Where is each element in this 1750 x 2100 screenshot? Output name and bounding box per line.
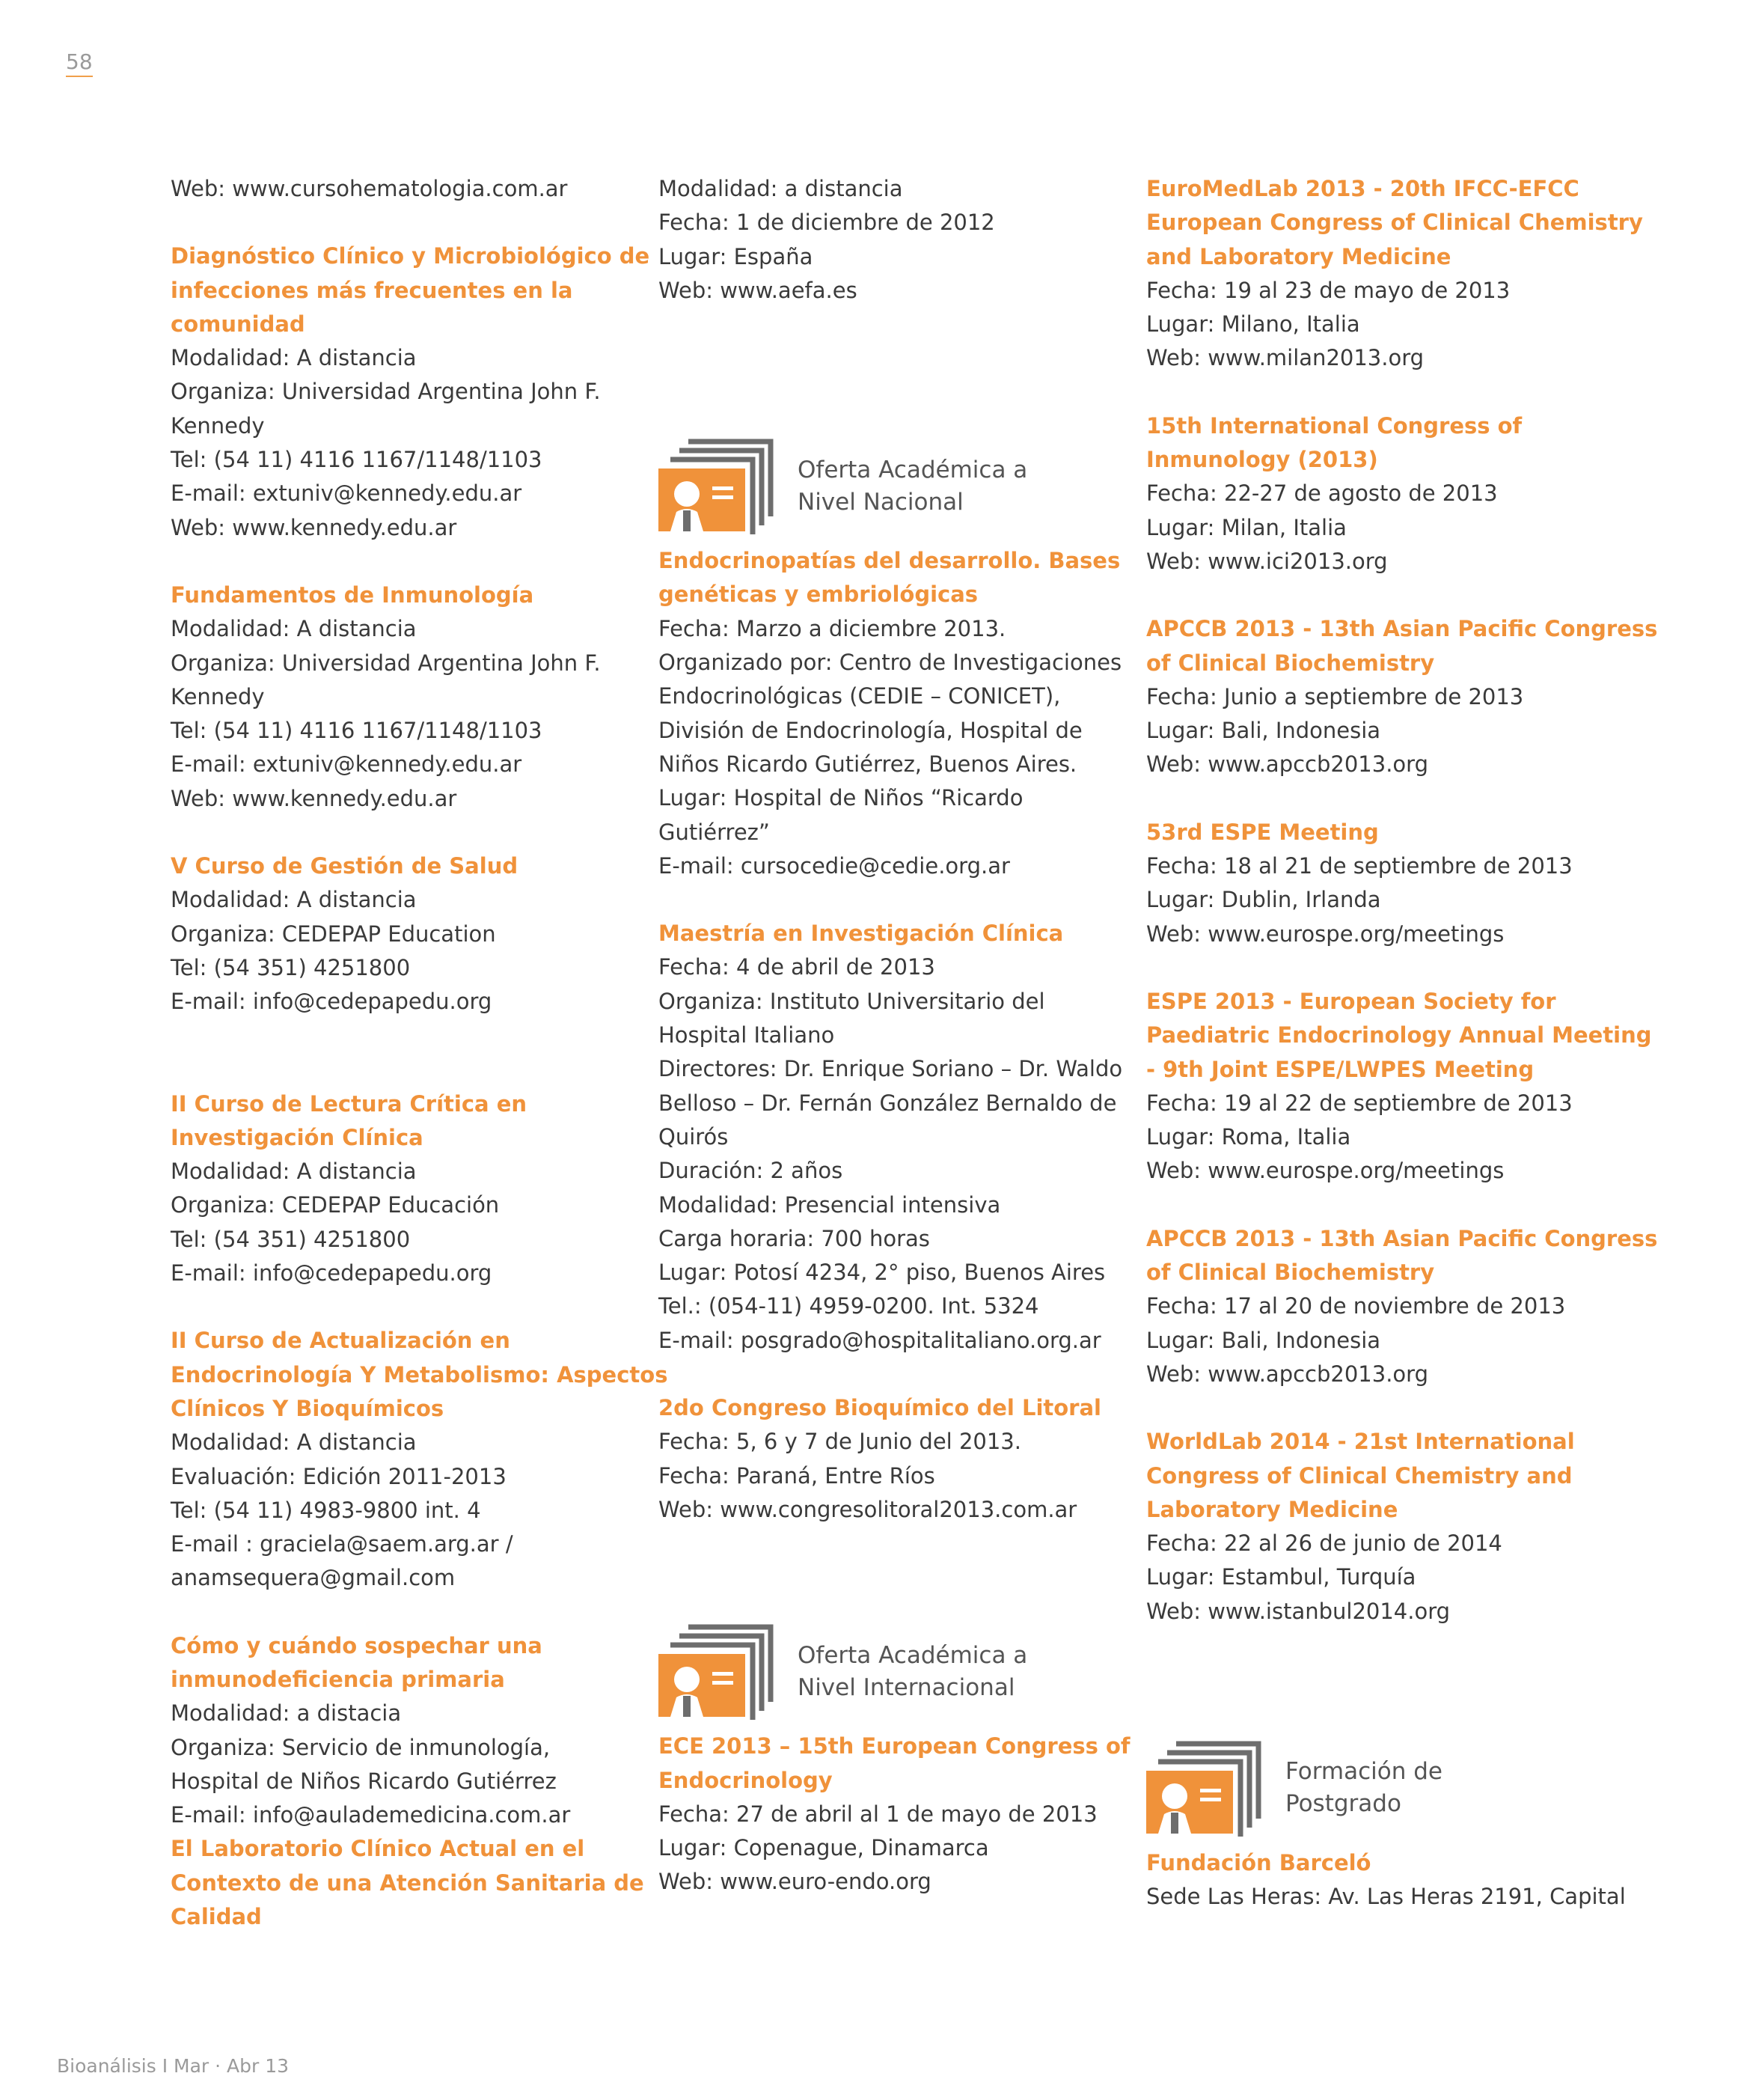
- listing-line: Organiza: CEDEPAP Education: [171, 921, 496, 947]
- listing-line: Lugar: Bali, Indonesia: [1146, 718, 1381, 744]
- listing-title: Maestría en Investigación Clínica: [658, 921, 1064, 947]
- listing-line: Lugar: Hospital de Niños “Ricardo: [658, 785, 1024, 811]
- listing-line: Web: www.apccb2013.org: [1146, 1361, 1428, 1387]
- listing-line: Carga horaria: 700 horas: [658, 1225, 930, 1251]
- listing-line: anamsequera@gmail.com: [171, 1565, 456, 1591]
- listing-line: Modalidad: A distancia: [171, 887, 417, 913]
- listing-line: Lugar: Dublin, Irlanda: [1146, 887, 1381, 913]
- listing-line: Web: www.aefa.es: [658, 277, 857, 303]
- listing-entry: [1146, 409, 1610, 579]
- listing-entry: [171, 849, 634, 1019]
- listing-line: Lugar: Milano, Italia: [1146, 311, 1360, 338]
- listing-title: Paediatric Endocrinology Annual Meeting: [1146, 1022, 1652, 1049]
- listing-title: and Laboratory Medicine: [1146, 243, 1451, 269]
- listing-title: inmunodeficiencia primaria: [171, 1666, 505, 1692]
- listing-line: Fecha: 19 al 23 de mayo de 2013: [1146, 277, 1511, 303]
- listing-line: Modalidad: A distancia: [171, 1159, 417, 1185]
- listing-line: Fecha: 17 al 20 de noviembre de 2013: [1146, 1293, 1566, 1319]
- page-number: 58: [66, 49, 93, 77]
- listing-line: E-mail: cursocedie@cedie.org.ar: [658, 852, 1010, 879]
- listing-line: Fecha: 5, 6 y 7 de Junio del 2013.: [658, 1429, 1021, 1455]
- listing-line: Fecha: 4 de abril de 2013: [658, 954, 935, 980]
- listing-line: Web: www.kennedy.edu.ar: [171, 785, 457, 811]
- listing-title: Clínicos Y Bioquímicos: [171, 1395, 444, 1421]
- listing-title: of Clinical Biochemistry: [1146, 1260, 1435, 1286]
- listing-entry: [1146, 1846, 1626, 1914]
- listing-line: Web: www.eurospe.org/meetings: [1146, 921, 1505, 947]
- listing-title: EuroMedLab 2013 - 20th IFCC-EFCC: [1146, 176, 1579, 201]
- listing-title: genéticas y embriológicas: [658, 582, 979, 608]
- listing-line: Organiza: Universidad Argentina John F.: [171, 379, 601, 405]
- listing-line: Fecha: 22-27 de agosto de 2013: [1146, 480, 1498, 507]
- listing-line: Tel: (54 351) 4251800: [171, 1226, 411, 1252]
- listing-line: Modalidad: A distancia: [171, 616, 417, 642]
- listing-title: - 9th Joint ESPE/LWPES Meeting: [1146, 1056, 1535, 1082]
- listing-line: Hospital Italiano: [658, 1022, 835, 1049]
- listing-line: Lugar: Estambul, Turquía: [1146, 1564, 1416, 1590]
- listing-line: Niños Ricardo Gutiérrez, Buenos Aires.: [658, 751, 1077, 777]
- listing-entry: [1146, 985, 1652, 1188]
- listing-entry: [171, 1324, 668, 1595]
- listing-line: E-mail : graciela@saem.arg.ar /: [171, 1531, 513, 1557]
- listing-line: Web: www.istanbul2014.org: [1146, 1598, 1451, 1624]
- listing-line: Duración: 2 años: [658, 1158, 843, 1184]
- footer-text: Bioanálisis I Mar · Abr 13: [57, 2055, 290, 2077]
- listing-line: E-mail: extuniv@kennedy.edu.ar: [171, 751, 522, 778]
- listing-line: E-mail: info@cedepapedu.org: [171, 989, 492, 1015]
- listing-line: Web: www.cursohematologia.com.ar: [171, 176, 568, 201]
- listing-title: WorldLab 2014 - 21st International: [1146, 1429, 1575, 1455]
- listing-line: Web: www.ici2013.org: [1146, 548, 1388, 574]
- listing-entry: [1146, 1425, 1610, 1629]
- listing-line: E-mail: info@aulademedicina.com.ar: [171, 1802, 571, 1828]
- listing-title: Calidad: [171, 1904, 262, 1930]
- listing-title: of Clinical Biochemistry: [1146, 650, 1435, 676]
- listing-line: Quirós: [658, 1123, 729, 1150]
- listing-title: Fundación Barceló: [1146, 1849, 1371, 1875]
- listing-line: E-mail: posgrado@hospitalitaliano.org.ar: [658, 1327, 1101, 1353]
- listing-title: El Laboratorio Clínico Actual en el: [171, 1836, 585, 1862]
- listing-title: Contexto de una Atención Sanitaria de: [171, 1869, 644, 1896]
- listing-line: Tel: (54 11) 4983-9800 int. 4: [171, 1497, 481, 1523]
- section-label: Oferta Académica a: [798, 456, 1028, 483]
- listing-line: Modalidad: Presencial intensiva: [658, 1191, 1001, 1218]
- section-label: Nivel Nacional: [798, 488, 964, 516]
- listing-line: Fecha: Marzo a diciembre 2013.: [658, 615, 1006, 641]
- listing-title: II Curso de Actualización en: [171, 1328, 510, 1354]
- listing-line: Web: www.euro-endo.org: [658, 1869, 931, 1895]
- listing-entry: [171, 1832, 644, 1934]
- listing-title: European Congress of Clinical Chemistry: [1146, 210, 1643, 236]
- listing-line: Modalidad: a distancia: [658, 176, 903, 201]
- listing-line: E-mail: extuniv@kennedy.edu.ar: [171, 480, 522, 507]
- listing-line: Kennedy: [171, 683, 265, 709]
- listing-title: V Curso de Gestión de Salud: [171, 853, 518, 879]
- listing-title: ESPE 2013 - European Society for: [1146, 988, 1556, 1014]
- section-header-nacional: [658, 436, 1122, 537]
- listing-title: APCCB 2013 - 13th Asian Pacific Congress: [1146, 616, 1658, 642]
- listing-line: Web: www.milan2013.org: [1146, 345, 1425, 371]
- listing-line: Fecha: Junio a septiembre de 2013: [1146, 683, 1524, 709]
- listing-line: Lugar: Milan, Italia: [1146, 514, 1347, 540]
- column-3: [1146, 172, 1658, 1914]
- listing-line: Evaluación: Edición 2011-2013: [171, 1463, 507, 1489]
- section-header-postgrado: [1146, 1738, 1610, 1839]
- listing-line: Fecha: 27 de abril al 1 de mayo de 2013: [658, 1801, 1098, 1827]
- section-label: Oferta Académica a: [798, 1641, 1028, 1669]
- listing-line: Web: www.eurospe.org/meetings: [1146, 1158, 1505, 1184]
- listing-title: Inmunology (2013): [1146, 447, 1378, 473]
- listing-title: ECE 2013 – 15th European Congress of: [658, 1733, 1131, 1759]
- listing-line: Tel: (54 11) 4116 1167/1148/1103: [171, 447, 542, 473]
- listing-line: Web: www.apccb2013.org: [1146, 751, 1428, 778]
- listing-line: Fecha: 18 al 21 de septiembre de 2013: [1146, 853, 1573, 879]
- listing-line: Lugar: Bali, Indonesia: [1146, 1327, 1381, 1353]
- listing-entry: [171, 239, 650, 545]
- listing-line: Tel.: (054-11) 4959-0200. Int. 5324: [658, 1293, 1039, 1319]
- listing-entry: [658, 544, 1122, 883]
- listing-title: 53rd ESPE Meeting: [1146, 819, 1379, 845]
- listing-line: Gutiérrez”: [658, 819, 770, 845]
- listing-title: II Curso de Lectura Crítica en: [171, 1090, 527, 1117]
- listing-line: Lugar: Potosí 4234, 2° piso, Buenos Aires: [658, 1260, 1106, 1286]
- listing-title: Congress of Clinical Chemistry and: [1146, 1462, 1573, 1489]
- listing-title: Diagnóstico Clínico y Microbiológico de: [171, 243, 650, 269]
- listing-title: Endocrinopatías del desarrollo. Bases: [658, 548, 1121, 574]
- listing-title: Laboratory Medicine: [1146, 1496, 1398, 1522]
- listing-line: E-mail: info@cedepapedu.org: [171, 1260, 492, 1286]
- listing-title: Fundamentos de Inmunología: [171, 582, 534, 608]
- listing-entry: [658, 1391, 1122, 1527]
- section-header-internacional: [658, 1621, 1122, 1722]
- listing-line: Organizado por: Centro de Investigaciones: [658, 650, 1122, 676]
- certificate-icon: [658, 436, 778, 537]
- listing-title: 15th International Congress of: [1146, 412, 1523, 439]
- listing-title: 2do Congreso Bioquímico del Litoral: [658, 1395, 1101, 1421]
- listing-line: Web: www.congresolitoral2013.com.ar: [658, 1496, 1077, 1522]
- listing-line: Lugar: Copenague, Dinamarca: [658, 1835, 989, 1861]
- listing-title: comunidad: [171, 311, 305, 337]
- listing-entry: [171, 579, 634, 816]
- listing-line: Hospital de Niños Ricardo Gutiérrez: [171, 1768, 557, 1794]
- listing-line: Organiza: Universidad Argentina John F.: [171, 650, 601, 676]
- listing-title: Cómo y cuándo sospechar una: [171, 1632, 542, 1658]
- listing-line: Modalidad: a distacia: [171, 1700, 402, 1727]
- listing-entry: [171, 1629, 634, 1833]
- listing-entry: [1146, 612, 1658, 781]
- listing-title: Investigación Clínica: [171, 1124, 423, 1150]
- listing-line: Directores: Dr. Enrique Soriano – Dr. Waldo: [658, 1056, 1123, 1082]
- listing-line: Endocrinológicas (CEDIE – CONICET),: [658, 683, 1061, 709]
- listing-title: Endocrinology: [658, 1767, 833, 1793]
- listing-entry: [1146, 816, 1610, 951]
- listing-line: Organiza: Instituto Universitario del: [658, 988, 1045, 1014]
- listing-line: Fecha: 19 al 22 de septiembre de 2013: [1146, 1090, 1573, 1116]
- listing-line: Tel: (54 11) 4116 1167/1148/1103: [171, 718, 542, 744]
- listing-line: Organiza: CEDEPAP Educación: [171, 1192, 500, 1218]
- listing-line: Modalidad: A distancia: [171, 1429, 417, 1456]
- certificate-icon: [1146, 1738, 1266, 1839]
- column-1: [171, 172, 668, 1934]
- listing-title: APCCB 2013 - 13th Asian Pacific Congress: [1146, 1225, 1658, 1251]
- listing-entry: [658, 917, 1122, 1358]
- listing-title: infecciones más frecuentes en la: [171, 277, 573, 303]
- listing-line: Lugar: Roma, Italia: [1146, 1124, 1351, 1150]
- listing-entry: [171, 1087, 634, 1291]
- section-label: Nivel Internacional: [798, 1673, 1015, 1701]
- listing-entry: [1146, 1222, 1658, 1391]
- listing-line: Sede Las Heras: Av. Las Heras 2191, Capital: [1146, 1884, 1626, 1910]
- listing-line: Kennedy: [171, 412, 265, 439]
- listing-line: Fecha: 1 de diciembre de 2012: [658, 210, 995, 236]
- listing-title: Endocrinología Y Metabolismo: Aspectos: [171, 1361, 668, 1388]
- listing-line: Web: www.kennedy.edu.ar: [171, 514, 457, 540]
- listing-entry: [1146, 172, 1643, 376]
- listing-line: Lugar: España: [658, 243, 813, 269]
- section-label: Formación de: [1285, 1758, 1442, 1786]
- listing-line: Belloso – Dr. Fernán González Bernaldo de: [658, 1090, 1117, 1116]
- column-2: [658, 172, 1131, 1899]
- section-label: Postgrado: [1285, 1790, 1401, 1818]
- listing-entry: [658, 1730, 1131, 1899]
- listing-line: Modalidad: A distancia: [171, 345, 417, 371]
- listing-line: Organiza: Servicio de inmunología,: [171, 1734, 551, 1760]
- listing-line: Fecha: Paraná, Entre Ríos: [658, 1462, 935, 1489]
- certificate-icon: [658, 1621, 778, 1722]
- listing-line: Fecha: 22 al 26 de junio de 2014: [1146, 1530, 1502, 1557]
- listing-line: Tel: (54 351) 4251800: [171, 954, 411, 980]
- listing-line: División de Endocrinología, Hospital de: [658, 717, 1083, 743]
